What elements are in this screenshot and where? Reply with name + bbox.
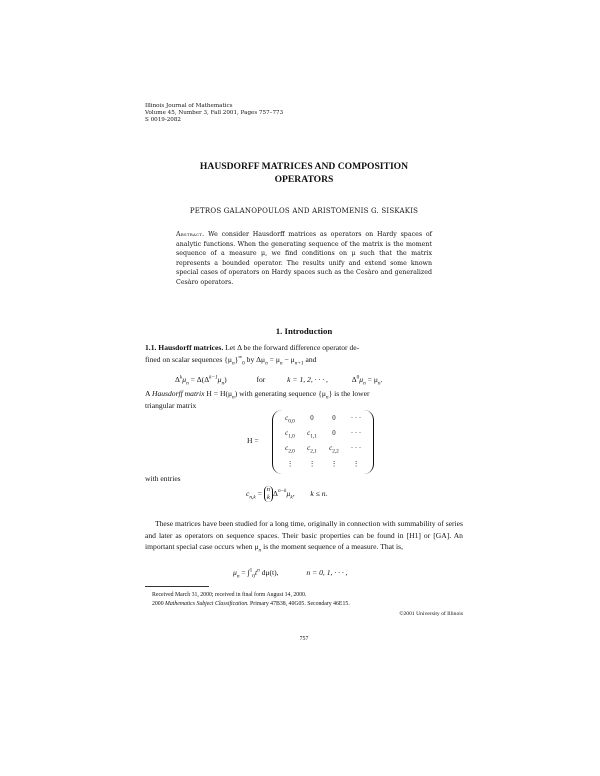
msc-em: Mathematics Subject Classification.	[165, 601, 249, 607]
equation-difference: $\Delta^k\mu_n = \Delta(\Delta^{k-1}\mu_n)$ for k = 1, 2, · · · , $\Delta^0\mu_n = \mu_n$.	[175, 374, 383, 387]
eq1-rhs2: μ	[217, 375, 222, 384]
entry-rhs: Δ	[273, 488, 278, 498]
footnote-msc	[152, 600, 472, 609]
paper-title	[145, 160, 463, 186]
entry-lhs: c	[246, 488, 250, 498]
paragraph-3: These matrices have been studied for a long time, originally in connection with summability of series and later as operators on sequence spaces. Their basic properties can be found in [H1] or [GA]. An important special case occurs when $\mu_n$ is the moment sequence of a measure. That is,	[145, 519, 463, 554]
authors: PETROS GALANOPOULOS AND ARISTOMENIS G. SISKAKIS	[189, 207, 419, 215]
para1-line-b5: − μ	[282, 354, 295, 364]
eq1-zero4: .	[380, 375, 383, 384]
para1-line-b3: by Δμ	[244, 354, 266, 364]
matrix-cell: ⋮	[352, 460, 360, 468]
journal-name: Illinois Journal of Mathematics	[145, 103, 233, 109]
with-entries: with entries	[145, 474, 181, 483]
binomial: n k	[264, 486, 273, 502]
matrix-cell: $c_{1,0}$	[285, 430, 295, 440]
hausdorff-matrix	[272, 410, 374, 474]
paragraph-1: 1.1. Hausdorff matrices. Let Δ be the forward difference operator de- fined on scalar sequences $\{\mu_n\}^\infty_0$ by $\Delta\mu_n = \mu_n - \mu_{n+1}$ and	[145, 343, 360, 367]
eq1-rhs3: )	[224, 375, 227, 384]
matrix-cell: $c_{2,2}$	[329, 445, 339, 455]
eq3-rhs: t	[254, 568, 258, 577]
matrix-lhs: H =	[247, 436, 259, 445]
para2-e: triangular matrix	[145, 400, 197, 410]
matrix-table	[279, 411, 367, 471]
eq1-zero3: = μ	[365, 375, 378, 384]
para1-line-b: fined on scalar sequences {μ	[145, 354, 232, 364]
para1-line-b2: }	[234, 354, 239, 364]
matrix-row	[279, 441, 367, 456]
para2-a: A	[145, 389, 152, 398]
title-line-1: HAUSDORFF MATRICES AND COMPOSITION	[199, 161, 409, 172]
para3-a: These matrices have been studied for a long time, originally in connection	[155, 519, 381, 528]
matrix-row	[279, 456, 367, 471]
para1-line-b6: and	[303, 354, 317, 364]
equation-moment: $\mu_n = \int^1_0t^n$ dμ(t), n = 0, 1, · · · ,	[233, 567, 348, 580]
eq1-left: Δ	[175, 375, 180, 384]
eq1-k: k = 1, 2, · · · ,	[287, 375, 328, 384]
eq1-for: for	[256, 375, 266, 384]
para3-e: is the moment sequence of a measure. That is,	[261, 542, 403, 551]
para2-d: } is the lower	[328, 389, 370, 398]
journal-header	[145, 103, 445, 124]
page-number: 757	[299, 636, 309, 642]
entry-rhs2: μ	[286, 488, 291, 498]
matrix-cell: 0	[310, 415, 314, 422]
eq1-mid: μ	[182, 375, 187, 384]
para2-b: H = H(μ	[204, 389, 233, 398]
abstract	[176, 230, 432, 288]
matrix-cell: ⋮	[308, 460, 316, 468]
matrix-cell: ⋮	[286, 460, 294, 468]
equation-entries: $c_{n,k} = n$ k $\Delta^{n-k}\mu_k$, k ≤ n.	[246, 486, 328, 501]
eq1-zero: Δ	[351, 375, 357, 384]
eq1-zero2: μ	[359, 375, 364, 384]
matrix-cell: ⋮	[330, 460, 338, 468]
para3-d: occurs when μ	[214, 542, 259, 551]
eq1-rhs: = Δ(Δ	[188, 375, 210, 384]
matrix-cell: $c_{2,0}$	[285, 445, 295, 455]
section-title: 1. Introduction	[275, 326, 333, 336]
matrix-cell: $c_{2,1}$	[307, 445, 317, 455]
para2-em: Hausdorff matrix	[151, 389, 205, 398]
matrix-cell: $c_{0,0}$	[285, 415, 295, 425]
matrix-cell: · · ·	[350, 415, 362, 422]
footnote-received: Received March 31, 2000; received in final form August 14, 2000.	[152, 592, 307, 598]
paragraph-2: A Hausdorff matrix $H = H(\mu_n)$ with generating sequence $\{\mu_n\}$ is the lower triangular matrix	[145, 389, 370, 410]
msc-codes: Primary 47B38, 40G05. Secondary 46E15.	[248, 601, 350, 607]
journal-volume: Volume 45, Number 3, Fall 2001, Pages 757–773	[145, 110, 284, 116]
eq3-lhs: μ	[233, 568, 237, 577]
entry-eq: =	[255, 488, 264, 498]
abstract-label: Abstract.	[176, 231, 205, 238]
para2-c: ) with generating sequence {μ	[234, 389, 326, 398]
title-line-2: OPERATORS	[274, 174, 334, 185]
abstract-text: We consider Hausdorff matrices as operators on Hardy spaces of analytic functions. When the generating sequence of the matrix is the moment sequence of a measure μ, we find conditions on μ such that the matrix represents a bounded operator. The results unify and extend some known special cases of operators on Hardy spaces such as the Cesàro and generalized Cesàro operators.	[176, 231, 432, 286]
matrix-row	[279, 411, 367, 426]
para3-b: with summability of series and later as operators on sequence spaces. Their	[145, 519, 463, 540]
footnote-rule	[145, 586, 209, 587]
entry-cond: k ≤ n.	[310, 488, 328, 498]
matrix-cell: $c_{1,1}$	[307, 430, 317, 440]
matrix-row	[279, 426, 367, 441]
para1-line-b4: = μ	[267, 354, 280, 364]
copyright: ©2001 University of Illinois	[399, 611, 463, 617]
para1-line-a: Let Δ be the forward difference operator de-	[225, 343, 360, 352]
matrix-cell: · · ·	[350, 445, 362, 452]
subsection-label: 1.1. Hausdorff matrices.	[145, 343, 224, 352]
matrix-cell: 0	[332, 415, 336, 422]
para3-c: basic properties can be found in [H1] or [GA]. An important special case	[145, 530, 463, 551]
msc-year: 2000	[152, 601, 166, 607]
eq3-mid: = ∫	[239, 568, 250, 577]
eq3-rhs2: dμ(t),	[259, 568, 279, 577]
journal-issn: S 0019-2082	[145, 117, 181, 123]
eq3-n: n = 0, 1, · · · ,	[306, 568, 348, 577]
matrix-cell: 0	[332, 430, 336, 437]
matrix-cell: · · ·	[350, 430, 362, 437]
